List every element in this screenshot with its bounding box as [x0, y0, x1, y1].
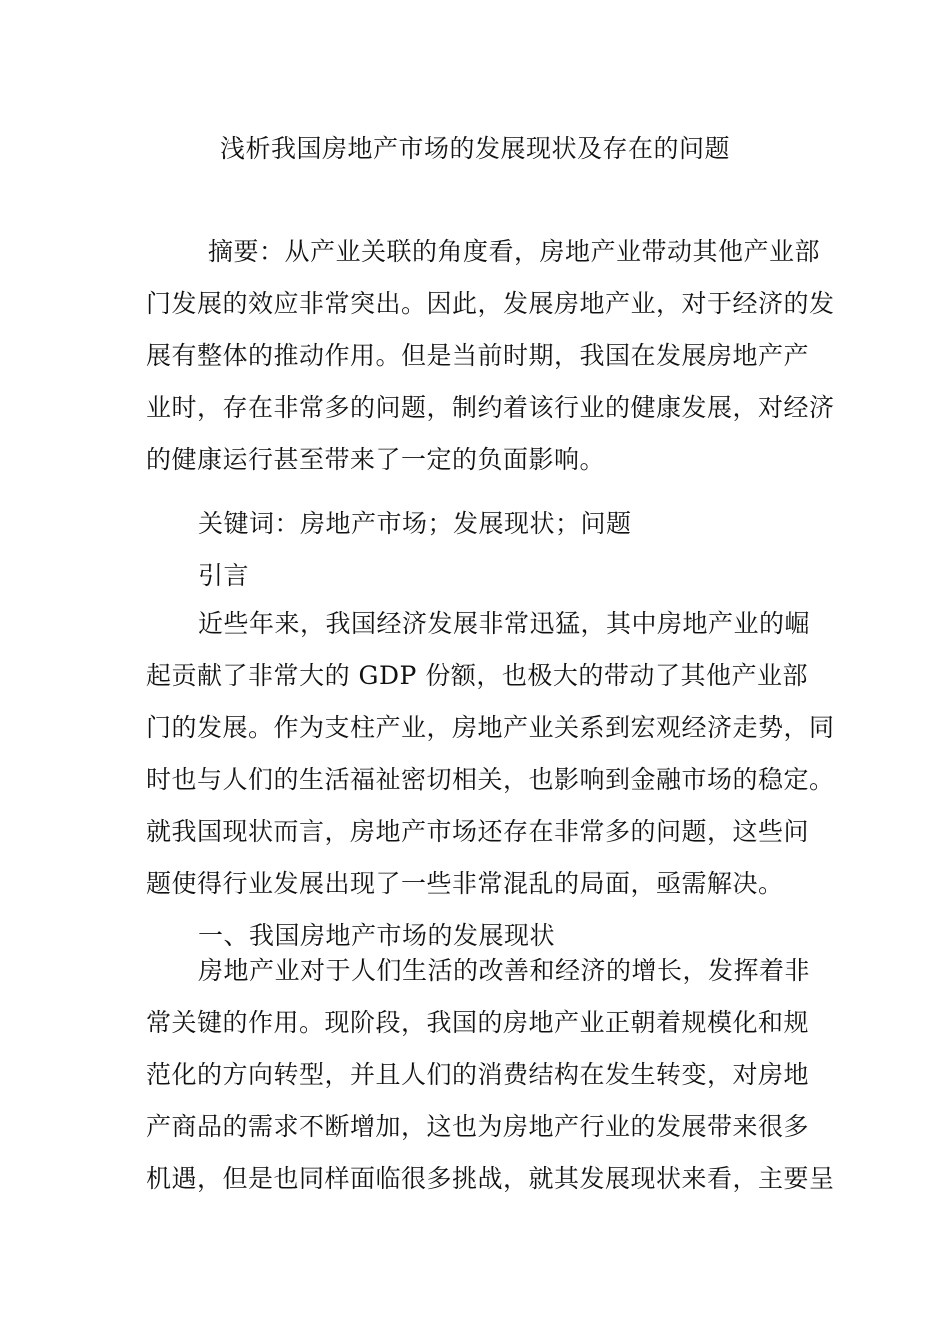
intro-line: 时也与人们的生活福祉密切相关，也影响到金融市场的稳定。 [146, 765, 835, 794]
abstract-line: 业时，存在非常多的问题，制约着该行业的健康发展，对经济 [146, 393, 835, 422]
intro-paragraph [146, 598, 835, 962]
section1-line: 产商品的需求不断增加，这也为房地产行业的发展带来很多 [146, 1112, 810, 1141]
intro-heading: 引言 [198, 561, 250, 590]
abstract-paragraph [146, 226, 835, 486]
keywords-line: 关键词：房地产市场；发展现状；问题 [198, 509, 632, 538]
intro-line: 近些年来，我国经济发展非常迅猛，其中房地产业的崛 [198, 609, 811, 638]
section1-line: 机遇，但是也同样面临很多挑战，就其发展现状来看，主要呈 [146, 1164, 835, 1193]
section1-line: 房地产业对于人们生活的改善和经济的增长，发挥着非 [198, 956, 811, 985]
intro-line: 题使得行业发展出现了一些非常混乱的局面，亟需解决。 [146, 869, 784, 898]
section-heading: 一、我国房地产市场的发展现状 [198, 921, 556, 950]
abstract-line: 摘要：从产业关联的角度看，房地产业带动其他产业部 [208, 237, 821, 266]
abstract-line: 的健康运行甚至带来了一定的负面影响。 [146, 445, 606, 474]
abstract-line: 门发展的效应非常突出。因此，发展房地产业，对于经济的发 [146, 289, 835, 318]
section1-line: 常关键的作用。现阶段，我国的房地产业正朝着规模化和规 [146, 1008, 810, 1037]
abstract-line: 展有整体的推动作用。但是当前时期，我国在发展房地产产 [146, 341, 810, 370]
intro-line: 就我国现状而言，房地产市场还存在非常多的问题，这些问 [146, 817, 810, 846]
section1-line: 范化的方向转型，并且人们的消费结构在发生转变，对房地 [146, 1060, 810, 1089]
intro-line: 起贡献了非常大的 GDP 份额，也极大的带动了其他产业部 [146, 661, 808, 690]
document-title: 浅析我国房地产市场的发展现状及存在的问题 [219, 134, 730, 163]
keywords-block [146, 498, 808, 602]
intro-line: 门的发展。作为支柱产业，房地产业关系到宏观经济走势，同 [146, 713, 835, 742]
section1-paragraph [146, 945, 835, 1205]
